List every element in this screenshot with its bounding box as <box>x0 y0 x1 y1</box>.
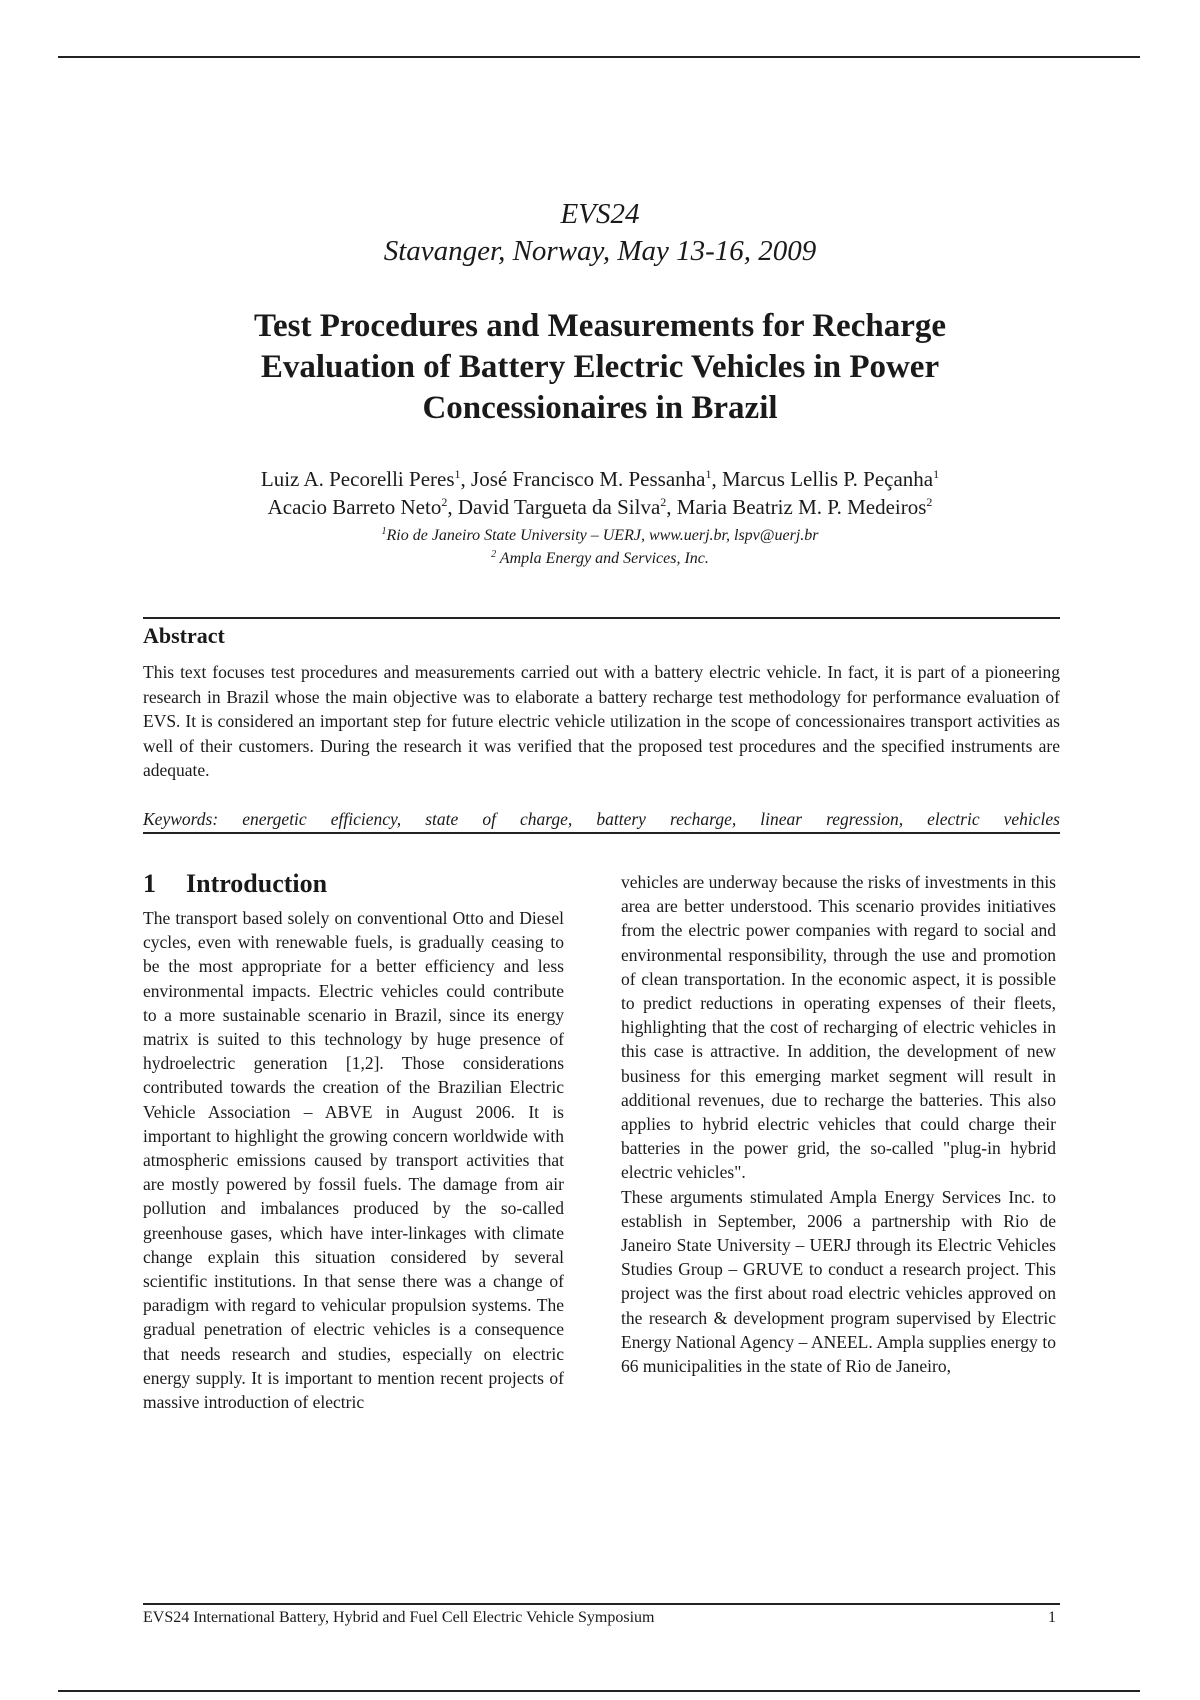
affiliation-1 <box>60 525 1140 547</box>
author-name: Luiz A. Pecorelli Peres <box>260 467 455 491</box>
affiliation-mark: 1 <box>381 526 387 537</box>
author-affiliation-mark: 2 <box>441 495 448 509</box>
author-name: , David Targueta da Silva <box>447 495 661 519</box>
section-heading-introduction <box>143 868 327 900</box>
author-name: , Marcus Lellis P. Peçanha <box>711 467 934 491</box>
page-number: 1 <box>1048 1609 1056 1626</box>
abstract-heading: Abstract <box>143 623 225 648</box>
top-rule <box>58 56 1140 58</box>
paper-title: Test Procedures and Measurements for Recharge Evaluation of Battery Electric Vehicles in Power Concessionaires in Brazil <box>254 308 946 426</box>
intro-paragraph: These arguments stimulated Ampla Energy Services Inc. to establish in September, 2006 a partnership with Rio de Janeiro State University – UERJ through its Electric Vehicles Studies Group – GRUVE to conduct a research project. This project was the first about road electric vehicles approved on the research & development program supervised by Electric Energy National Agency – ANEEL. Ampla supplies energy to 66 municipalities in the state of Rio de Janeiro, <box>621 1186 1056 1377</box>
author-name: , Maria Beatriz M. P. Medeiros <box>666 495 927 519</box>
section-title: Introduction <box>186 869 328 898</box>
conference-name: EVS24 <box>560 198 640 230</box>
section-number: 1 <box>143 869 156 898</box>
footer-rule <box>143 1603 1060 1605</box>
author-affiliation-mark: 2 <box>926 495 933 509</box>
author-name: , José Francisco M. Pessanha <box>460 467 706 491</box>
authors-line-1 <box>60 466 1140 493</box>
author-affiliation-mark: 2 <box>660 495 667 509</box>
affiliation-2 <box>60 548 1140 570</box>
intro-left-column: The transport based solely on conventional Otto and Diesel cycles, even with renewable fuels, is gradually ceasing to be the most appropriate for a better efficiency and less environmental impacts. Electric vehicles could contribute to a more sustainable scenario in Brazil, since its energy matrix is suited to this technology by huge presence of hydroelectric generation [1,2]. Those considerations contributed towards the creation of the Brazilian Electric Vehicle Association – ABVE in August 2006. It is important to highlight the growing concern worldwide with atmospheric emissions caused by transport activities that are mostly powered by fossil fuels. The damage from air pollution and imbalances produced by the so-called greenhouse gases, which have inter-linkages with climate change explain this situation considered by several scientific institutions. In that sense there was a change of paradigm with regard to vehicular propulsion systems. The gradual penetration of electric vehicles is a consequence that needs research and studies, especially on electric energy supply. It is important to mention recent projects of massive introduction of electric <box>143 908 564 1413</box>
bottom-rule <box>58 1690 1140 1692</box>
abstract-top-rule <box>143 617 1060 619</box>
author-affiliation-mark: 1 <box>705 467 712 481</box>
keywords: Keywords: energetic efficiency, state of charge, battery recharge, linear regression, electric vehicles <box>143 809 1060 829</box>
author-name: Acacio Barreto Neto <box>267 495 442 519</box>
intro-right-column <box>621 870 1056 1378</box>
affiliation-text: Ampla Energy and Services, Inc. <box>496 550 709 567</box>
abstract-text: This text focuses test procedures and measurements carried out with a battery electric vehicle. In fact, it is part of a pioneering research in Brazil whose the main objective was to elaborate a battery recharge test methodology for performance evaluation of EVS. It is considered an important step for future electric vehicle utilization in the scope of concessionaires transport activities as well of their customers. During the research it was verified that the proposed test procedures and the specified instruments are adequate. <box>143 662 1060 780</box>
keywords-rule <box>143 832 1060 834</box>
affiliation-text: Rio de Janeiro State University – UERJ, www.uerj.br, lspv@uerj.br <box>386 527 819 544</box>
footer-text: EVS24 International Battery, Hybrid and Fuel Cell Electric Vehicle Symposium <box>143 1609 655 1626</box>
authors-line-2 <box>60 494 1140 521</box>
conference-location-date: Stavanger, Norway, May 13-16, 2009 <box>383 235 817 267</box>
author-affiliation-mark: 1 <box>933 467 940 481</box>
author-affiliation-mark: 1 <box>454 467 461 481</box>
intro-paragraph: vehicles are underway because the risks of investments in this area are better understood. This scenario provides initiatives from the electric power companies with regard to social and environmental responsibility, through the use and promotion of clean transportation. In the economic aspect, it is possible to predict reductions in operating expenses of their fleets, highlighting that the cost of recharging of electric vehicles in this case is attractive. In addition, the development of new business for this emerging market segment will result in additional revenues, due to recharge the batteries. This also applies to hybrid electric vehicles that could charge their batteries in the power grid, the so-called "plug-in hybrid electric vehicles". <box>621 872 1056 1183</box>
affiliation-mark: 2 <box>491 549 497 560</box>
